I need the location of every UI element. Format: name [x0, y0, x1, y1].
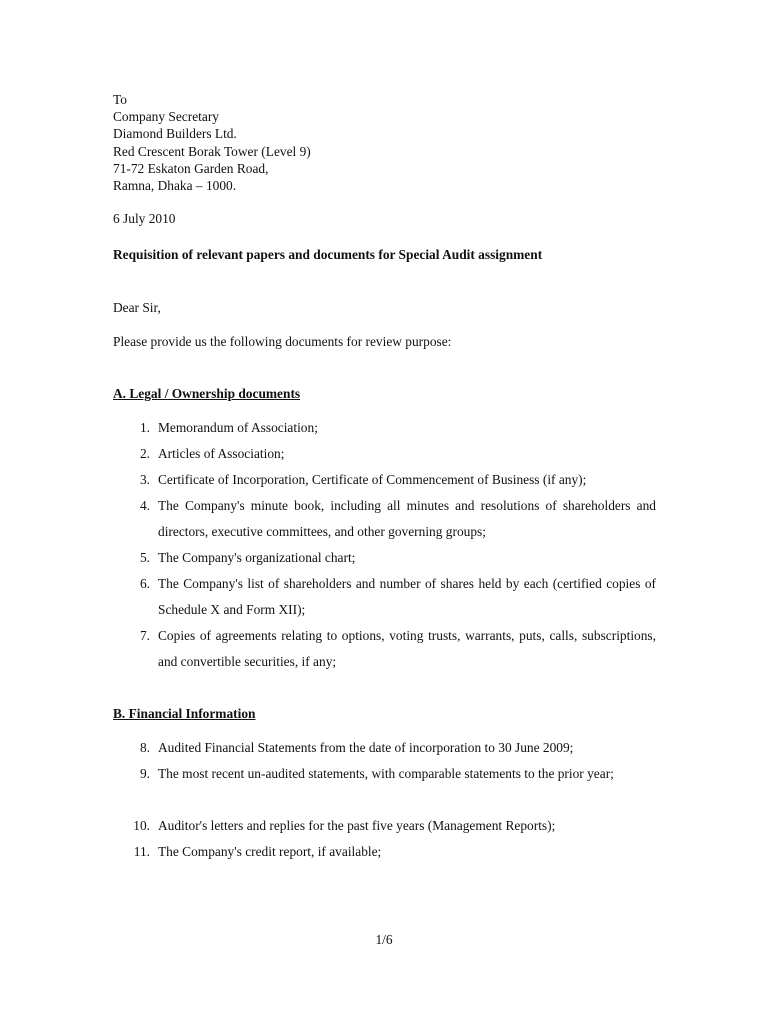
list-item-text: Copies of agreements relating to options, voting trusts, warrants, puts, calls, subscriptions, and convertible securities, if any; [158, 628, 656, 669]
list-item-text: The Company's organizational chart; [158, 550, 356, 565]
list-item [113, 493, 656, 545]
list-item-text: Audited Financial Statements from the date of incorporation to 30 June 2009; [158, 740, 574, 755]
list-item-text: The Company's list of shareholders and number of shares held by each (certified copies of Schedule X and Form XII); [158, 576, 656, 617]
list-item [113, 571, 656, 623]
list-item-text: Certificate of Incorporation, Certificate of Commencement of Business (if any); [158, 472, 587, 487]
list-item [113, 467, 656, 493]
salutation: Dear Sir, [113, 300, 161, 315]
list-item [113, 415, 656, 441]
letter-subject: Requisition of relevant papers and documents for Special Audit assignment [113, 247, 543, 262]
list-item [113, 761, 656, 787]
list-item [113, 735, 656, 761]
list-item-number: 8. [139, 740, 150, 755]
list-item-number: 3. [139, 472, 150, 487]
list-item-text: Memorandum of Association; [158, 420, 318, 435]
address-line: Company Secretary [113, 109, 219, 125]
section-heading-financial: B. Financial Information [113, 706, 256, 721]
list-item-number: 2. [139, 446, 150, 461]
list-item-number: 4. [139, 498, 150, 513]
address-line: Red Crescent Borak Tower (Level 9) [113, 143, 311, 159]
list-item [113, 813, 656, 839]
list-item-text: Auditor's letters and replies for the past five years (Management Reports); [158, 818, 556, 833]
list-item [113, 623, 656, 675]
list-item-number: 10. [133, 818, 150, 833]
address-line: 71-72 Eskaton Garden Road, [113, 160, 269, 176]
list-item-text: Articles of Association; [158, 446, 285, 461]
address-line: To [113, 92, 127, 107]
list-item-text: The Company's credit report, if available; [158, 844, 382, 859]
list-item-number: 9. [139, 766, 150, 781]
list-item-number: 7. [139, 628, 150, 643]
list-item-number: 5. [139, 550, 150, 565]
list-item-number: 1. [139, 420, 150, 435]
letter-date: 6 July 2010 [113, 211, 176, 226]
list-item-number: 6. [139, 576, 150, 591]
list-item-text: The Company's minute book, including all minutes and resolutions of shareholders and directors, executive committees, and other governing groups; [158, 498, 656, 539]
list-item [113, 839, 656, 865]
page-number: 1/6 [375, 932, 393, 947]
intro-text: Please provide us the following documents for review purpose: [113, 334, 452, 349]
list-item [113, 441, 656, 467]
list-item [113, 545, 656, 571]
list-item-number: 11. [133, 844, 150, 859]
list-item-text: The most recent un-audited statements, with comparable statements to the prior year; [158, 766, 614, 781]
address-line: Diamond Builders Ltd. [113, 126, 237, 142]
address-line: Ramna, Dhaka – 1000. [113, 178, 237, 194]
recipient-address [113, 91, 311, 194]
section-heading-legal: A. Legal / Ownership documents [113, 386, 301, 401]
